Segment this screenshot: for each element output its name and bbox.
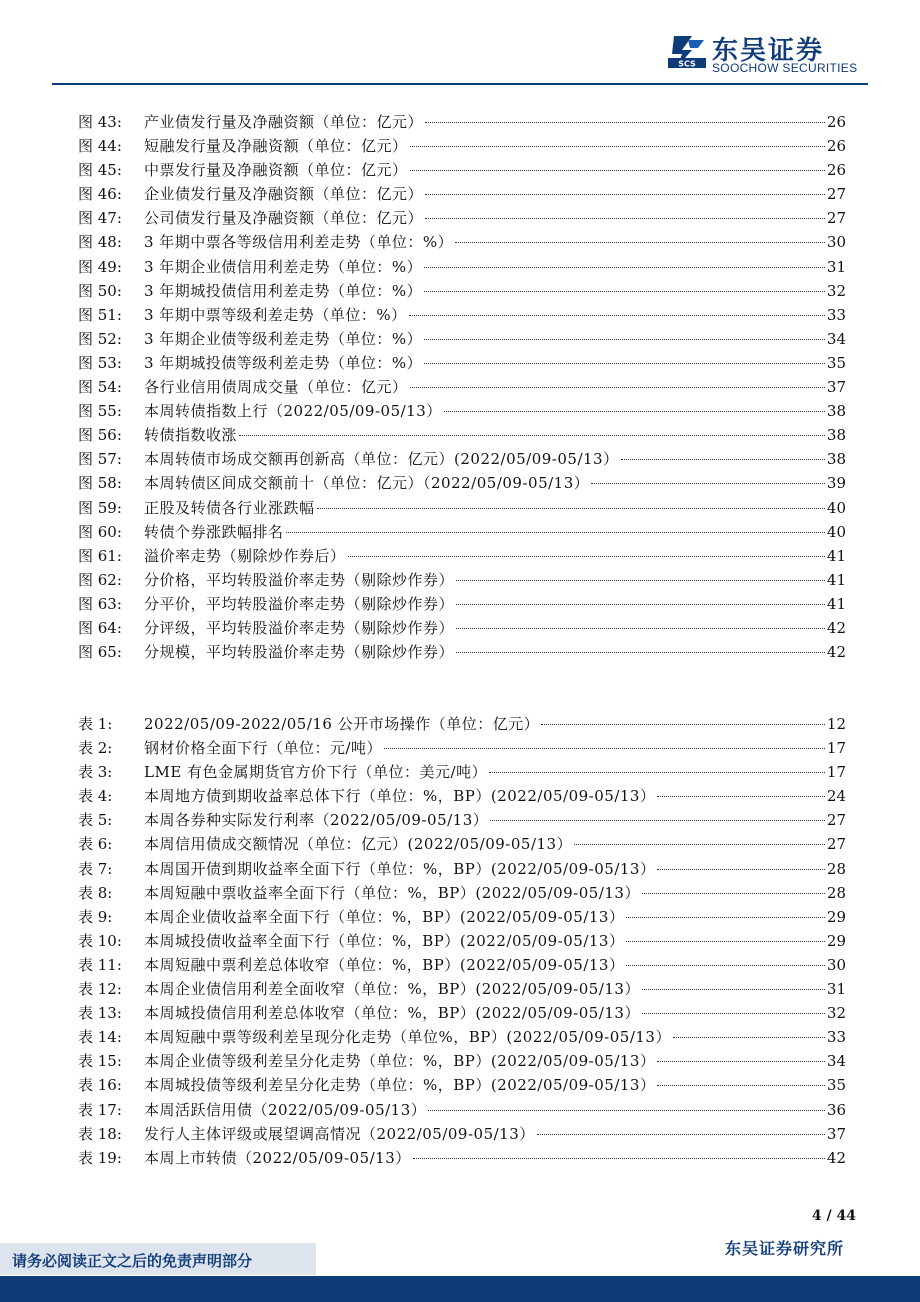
scs-logo-icon bbox=[668, 30, 708, 70]
toc-entry[interactable] bbox=[78, 255, 846, 279]
toc-leader-dots bbox=[657, 869, 824, 870]
toc-entry[interactable] bbox=[78, 1073, 846, 1097]
toc-leader-dots bbox=[574, 844, 825, 845]
toc-entry-title: 本周国开债到期收益率全面下行（单位：%，BP）(2022/05/09-05/13） bbox=[144, 859, 656, 878]
toc-entry-label: 图 48: bbox=[78, 233, 122, 252]
toc-entry-title: 本周城投债等级利差呈分化走势（单位：%，BP）(2022/05/09-05/13） bbox=[144, 1076, 656, 1095]
toc-leader-dots bbox=[657, 1085, 824, 1086]
toc-entry-page: 17 bbox=[826, 763, 846, 782]
toc-entry-page: 41 bbox=[826, 594, 846, 613]
toc-leader-dots bbox=[456, 580, 825, 581]
toc-leader-dots bbox=[591, 483, 825, 484]
toc-entry-title: LME 有色金属期货官方价下行（单位：美元/吨） bbox=[144, 763, 488, 782]
toc-entry[interactable] bbox=[78, 544, 846, 568]
toc-entry-title: 溢价率走势（剔除炒作券后） bbox=[144, 546, 346, 565]
toc-entry[interactable] bbox=[78, 784, 846, 808]
toc-entry-label: 图 44: bbox=[78, 137, 122, 156]
toc-entry-label: 图 58: bbox=[78, 474, 122, 493]
toc-entry-label: 图 62: bbox=[78, 570, 122, 589]
toc-leader-dots bbox=[642, 989, 825, 990]
toc-leader-dots bbox=[626, 917, 824, 918]
toc-entry[interactable] bbox=[78, 520, 846, 544]
toc-entry[interactable] bbox=[78, 230, 846, 254]
page-number: 4 / 44 bbox=[811, 1208, 856, 1224]
toc-entry-page: 27 bbox=[826, 185, 846, 204]
toc-entry-label: 表 16: bbox=[78, 1076, 122, 1095]
toc-entry-page: 40 bbox=[826, 498, 846, 517]
toc-entry-page: 29 bbox=[826, 907, 846, 926]
toc-entry-page: 34 bbox=[826, 329, 846, 348]
toc-entry[interactable] bbox=[78, 375, 846, 399]
toc-entry-page: 26 bbox=[826, 161, 846, 180]
toc-entry-label: 表 11: bbox=[78, 955, 122, 974]
toc-entry-label: 表 8: bbox=[78, 883, 113, 902]
toc-entry-label: 表 7: bbox=[78, 859, 113, 878]
toc-leader-dots bbox=[626, 965, 824, 966]
toc-entry-page: 42 bbox=[826, 618, 846, 637]
toc-leader-dots bbox=[541, 724, 825, 725]
toc-entry-page: 38 bbox=[826, 450, 846, 469]
toc-entry-label: 图 45: bbox=[78, 161, 122, 180]
toc-entry-page: 38 bbox=[826, 402, 846, 421]
toc-entry-label: 图 59: bbox=[78, 498, 122, 517]
toc-entry-title: 分规模，平均转股溢价率走势（剔除炒作券） bbox=[144, 643, 455, 662]
toc-leader-dots bbox=[410, 387, 825, 388]
toc-entry-title: 中票发行量及净融资额（单位：亿元） bbox=[144, 161, 408, 180]
toc-entry-page: 38 bbox=[826, 426, 846, 445]
toc-entry-page: 35 bbox=[826, 1076, 846, 1095]
toc-entry[interactable] bbox=[78, 568, 846, 592]
toc-entry-label: 图 64: bbox=[78, 618, 122, 637]
toc-leader-dots bbox=[425, 194, 825, 195]
toc-entry-label: 表 15: bbox=[78, 1052, 122, 1071]
toc-entry-label: 表 14: bbox=[78, 1028, 122, 1047]
toc-entry[interactable] bbox=[78, 640, 846, 664]
toc-entry-page: 41 bbox=[826, 570, 846, 589]
toc-entry[interactable] bbox=[78, 953, 846, 977]
toc-entry-title: 各行业信用债周成交量（单位：亿元） bbox=[144, 378, 408, 397]
toc-entry-page: 29 bbox=[826, 931, 846, 950]
toc-entry-label: 图 43: bbox=[78, 113, 122, 131]
toc-entry-page: 30 bbox=[826, 955, 846, 974]
toc-leader-dots bbox=[456, 628, 825, 629]
toc-entry-label: 表 12: bbox=[78, 980, 122, 999]
toc-leader-dots bbox=[239, 435, 825, 436]
toc-entry-page: 33 bbox=[826, 305, 846, 324]
toc-entry-label: 表 10: bbox=[78, 931, 122, 950]
toc-entry-title: 分价格，平均转股溢价率走势（剔除炒作券） bbox=[144, 570, 455, 589]
toc-entry-label: 图 50: bbox=[78, 281, 122, 300]
toc-entry-label: 表 3: bbox=[78, 763, 113, 782]
toc-leader-dots bbox=[537, 1134, 825, 1135]
toc-entry-title: 本周企业债等级利差呈分化走势（单位：%，BP）(2022/05/09-05/13） bbox=[144, 1052, 656, 1071]
toc-entry[interactable] bbox=[78, 279, 846, 303]
toc-leader-dots bbox=[317, 508, 825, 509]
toc-entry-title: 本周活跃信用债（2022/05/09-05/13） bbox=[144, 1100, 427, 1119]
toc-entry-title: 本周转债区间成交额前十（单位：亿元）（2022/05/09-05/13） bbox=[144, 474, 590, 493]
toc-entry[interactable] bbox=[78, 1025, 846, 1049]
toc-entry-label: 图 60: bbox=[78, 522, 122, 541]
toc-entry-page: 35 bbox=[826, 353, 846, 372]
toc-entry[interactable] bbox=[78, 857, 846, 881]
toc-entry[interactable] bbox=[78, 351, 846, 375]
toc-entry-label: 图 57: bbox=[78, 450, 122, 469]
toc-entry[interactable] bbox=[78, 327, 846, 351]
toc-entry-label: 图 55: bbox=[78, 402, 122, 421]
toc-entry-title: 3 年期中票等级利差走势（单位：%） bbox=[144, 305, 407, 324]
toc-entry-label: 表 19: bbox=[78, 1148, 122, 1167]
toc-entry-title: 本周转债市场成交额再创新高（单位：亿元）(2022/05/09-05/13） bbox=[144, 450, 619, 469]
toc-entry[interactable] bbox=[78, 1001, 846, 1025]
toc-entry[interactable] bbox=[78, 423, 846, 447]
toc-leader-dots bbox=[444, 411, 825, 412]
toc-entry[interactable] bbox=[78, 929, 846, 953]
toc-leader-dots bbox=[456, 604, 825, 605]
toc-entry[interactable] bbox=[78, 760, 846, 784]
toc-leader-dots bbox=[621, 459, 825, 460]
toc-entry-title: 3 年期企业债等级利差走势（单位：%） bbox=[144, 329, 423, 348]
toc-leader-dots bbox=[424, 267, 825, 268]
toc-entry-title: 短融发行量及净融资额（单位：亿元） bbox=[144, 137, 408, 156]
toc-entry-page: 31 bbox=[826, 980, 846, 999]
toc-leader-dots bbox=[410, 146, 825, 147]
toc-entry[interactable] bbox=[78, 808, 846, 832]
company-logo bbox=[668, 28, 858, 78]
toc-leader-dots bbox=[410, 170, 825, 171]
toc-entry-title: 本周企业债信用利差全面收窄（单位：%，BP）(2022/05/09-05/13） bbox=[144, 980, 640, 999]
toc-entry[interactable] bbox=[78, 736, 846, 760]
toc-leader-dots bbox=[413, 1158, 825, 1159]
toc-entry-title: 3 年期城投债信用利差走势（单位：%） bbox=[144, 281, 423, 300]
toc-entry-label: 表 1: bbox=[78, 715, 113, 733]
toc-entry-label: 表 9: bbox=[78, 907, 113, 926]
toc-entry-page: 37 bbox=[826, 1124, 846, 1143]
toc-entry-page: 31 bbox=[826, 257, 846, 276]
toc-entry-page: 30 bbox=[826, 233, 846, 252]
toc-entry-page: 12 bbox=[826, 715, 846, 733]
toc-leader-dots bbox=[657, 1061, 824, 1062]
toc-leader-dots bbox=[424, 291, 825, 292]
logo-mark-text: SCS bbox=[678, 59, 696, 69]
toc-entry-page: 28 bbox=[826, 883, 846, 902]
toc-entry-title: 2022/05/09-2022/05/16 公开市场操作（单位：亿元） bbox=[144, 715, 540, 733]
toc-entry-title: 本周地方债到期收益率总体下行（单位：%，BP）(2022/05/09-05/13） bbox=[144, 787, 656, 806]
toc-leader-dots bbox=[384, 748, 825, 749]
toc-entry[interactable] bbox=[78, 134, 846, 158]
toc-entry[interactable] bbox=[78, 110, 846, 134]
toc-entry-label: 图 54: bbox=[78, 378, 122, 397]
toc-leader-dots bbox=[409, 315, 825, 316]
toc-entry[interactable] bbox=[78, 496, 846, 520]
toc-entry-label: 图 46: bbox=[78, 185, 122, 204]
toc-entry-title: 本周信用债成交额情况（单位：亿元）(2022/05/09-05/13） bbox=[144, 835, 573, 854]
toc-entry-label: 图 65: bbox=[78, 643, 122, 662]
toc-entry[interactable] bbox=[78, 1049, 846, 1073]
toc-entry-page: 33 bbox=[826, 1028, 846, 1047]
toc-entry-label: 表 18: bbox=[78, 1124, 122, 1143]
toc-leader-dots bbox=[626, 941, 824, 942]
toc-entry-label: 表 17: bbox=[78, 1100, 122, 1119]
toc-entry-title: 本周各券种实际发行利率（2022/05/09-05/13） bbox=[144, 811, 489, 830]
toc-entry[interactable] bbox=[78, 447, 846, 471]
toc-entry-title: 3 年期城投债等级利差走势（单位：%） bbox=[144, 353, 423, 372]
toc-entry-page: 24 bbox=[826, 787, 846, 806]
toc-entry-label: 表 4: bbox=[78, 787, 113, 806]
header-divider bbox=[52, 83, 868, 85]
toc-entry-title: 本周短融中票收益率全面下行（单位：%，BP）(2022/05/09-05/13） bbox=[144, 883, 640, 902]
toc-entry[interactable] bbox=[78, 182, 846, 206]
toc-entry-page: 36 bbox=[826, 1100, 846, 1119]
logo-chinese-name: 东吴证券 bbox=[712, 36, 825, 66]
toc-entry[interactable] bbox=[78, 1146, 846, 1170]
toc-leader-dots bbox=[425, 218, 825, 219]
toc-entry-title: 本周城投债收益率全面下行（单位：%，BP）(2022/05/09-05/13） bbox=[144, 931, 625, 950]
toc-leader-dots bbox=[348, 556, 825, 557]
toc-entry-title: 发行人主体评级或展望调高情况（2022/05/09-05/13） bbox=[144, 1124, 535, 1143]
toc-entry[interactable] bbox=[78, 1122, 846, 1146]
toc-entry[interactable] bbox=[78, 1098, 846, 1122]
footer-bar bbox=[0, 1276, 920, 1302]
table-index-list bbox=[78, 712, 846, 1170]
toc-entry-title: 本周转债指数上行（2022/05/09-05/13） bbox=[144, 402, 442, 421]
toc-leader-dots bbox=[424, 339, 825, 340]
toc-entry-page: 32 bbox=[826, 1004, 846, 1023]
toc-entry-label: 图 61: bbox=[78, 546, 122, 565]
toc-entry-title: 3 年期企业债信用利差走势（单位：%） bbox=[144, 257, 423, 276]
toc-entry[interactable] bbox=[78, 977, 846, 1001]
logo-english-name: SOOCHOW SECURITIES bbox=[712, 61, 858, 75]
toc-entry-title: 产业债发行量及净融资额（单位：亿元） bbox=[144, 113, 424, 131]
toc-leader-dots bbox=[424, 363, 825, 364]
toc-leader-dots bbox=[286, 532, 825, 533]
toc-entry[interactable] bbox=[78, 832, 846, 856]
toc-leader-dots bbox=[490, 820, 825, 821]
toc-entry-label: 表 13: bbox=[78, 1004, 122, 1023]
figure-index-list bbox=[78, 110, 846, 664]
toc-entry-title: 本周短融中票利差总体收窄（单位：%，BP）(2022/05/09-05/13） bbox=[144, 955, 625, 974]
toc-leader-dots bbox=[489, 772, 825, 773]
toc-entry-title: 分评级，平均转股溢价率走势（剔除炒作券） bbox=[144, 618, 455, 637]
toc-entry-label: 图 56: bbox=[78, 426, 122, 445]
toc-leader-dots bbox=[642, 1013, 825, 1014]
toc-entry-page: 27 bbox=[826, 209, 846, 228]
toc-leader-dots bbox=[657, 796, 824, 797]
toc-entry-label: 图 49: bbox=[78, 257, 122, 276]
toc-entry-title: 本周城投债信用利差总体收窄（单位：%，BP）(2022/05/09-05/13） bbox=[144, 1004, 640, 1023]
toc-entry-page: 39 bbox=[826, 474, 846, 493]
toc-entry-label: 图 52: bbox=[78, 329, 122, 348]
disclaimer-text: 请务必阅读正文之后的免责声明部分 bbox=[12, 1252, 253, 1270]
toc-entry-page: 40 bbox=[826, 522, 846, 541]
toc-entry[interactable] bbox=[78, 399, 846, 423]
toc-entry-page: 27 bbox=[826, 811, 846, 830]
toc-leader-dots bbox=[455, 242, 825, 243]
toc-entry[interactable] bbox=[78, 471, 846, 495]
toc-entry[interactable] bbox=[78, 303, 846, 327]
toc-entry-title: 公司债发行量及净融资额（单位：亿元） bbox=[144, 209, 424, 228]
toc-entry-label: 表 5: bbox=[78, 811, 113, 830]
toc-entry[interactable] bbox=[78, 158, 846, 182]
toc-entry-label: 表 2: bbox=[78, 739, 113, 758]
toc-entry-page: 42 bbox=[826, 643, 846, 662]
toc-leader-dots bbox=[456, 652, 825, 653]
toc-entry-page: 37 bbox=[826, 378, 846, 397]
toc-entry[interactable] bbox=[78, 712, 846, 736]
toc-entry-title: 分平价，平均转股溢价率走势（剔除炒作券） bbox=[144, 594, 455, 613]
toc-entry[interactable] bbox=[78, 592, 846, 616]
toc-leader-dots bbox=[428, 1110, 825, 1111]
toc-entry-title: 3 年期中票各等级信用利差走势（单位：%） bbox=[144, 233, 454, 252]
toc-entry-page: 42 bbox=[826, 1148, 846, 1167]
institute-name: 东吴证券研究所 bbox=[724, 1239, 844, 1258]
toc-entry-page: 32 bbox=[826, 281, 846, 300]
toc-entry-page: 26 bbox=[826, 113, 846, 131]
toc-entry-title: 本周短融中票等级利差呈现分化走势（单位%，BP）(2022/05/09-05/13） bbox=[144, 1028, 671, 1047]
toc-entry-page: 28 bbox=[826, 859, 846, 878]
toc-entry-label: 图 63: bbox=[78, 594, 122, 613]
toc-entry-page: 17 bbox=[826, 739, 846, 758]
toc-entry-title: 钢材价格全面下行（单位：元/吨） bbox=[144, 739, 383, 758]
toc-entry-title: 转债个券涨跌幅排名 bbox=[144, 522, 284, 541]
toc-leader-dots bbox=[673, 1037, 825, 1038]
toc-entry-title: 正股及转债各行业涨跌幅 bbox=[144, 498, 315, 517]
toc-leader-dots bbox=[425, 122, 825, 123]
toc-entry-page: 26 bbox=[826, 137, 846, 156]
toc-entry-title: 本周上市转债（2022/05/09-05/13） bbox=[144, 1148, 411, 1167]
toc-entry[interactable] bbox=[78, 905, 846, 929]
toc-entry-label: 图 47: bbox=[78, 209, 122, 228]
toc-entry-label: 表 6: bbox=[78, 835, 113, 854]
toc-entry[interactable] bbox=[78, 206, 846, 230]
toc-leader-dots bbox=[642, 893, 825, 894]
toc-entry-title: 企业债发行量及净融资额（单位：亿元） bbox=[144, 185, 424, 204]
toc-entry-page: 27 bbox=[826, 835, 846, 854]
toc-entry-page: 34 bbox=[826, 1052, 846, 1071]
toc-entry-title: 本周企业债收益率全面下行（单位：%，BP）(2022/05/09-05/13） bbox=[144, 907, 625, 926]
toc-entry-title: 转债指数收涨 bbox=[144, 426, 238, 445]
toc-entry-label: 图 51: bbox=[78, 305, 122, 324]
toc-entry-page: 41 bbox=[826, 546, 846, 565]
toc-entry-label: 图 53: bbox=[78, 353, 122, 372]
toc-entry[interactable] bbox=[78, 616, 846, 640]
toc-entry[interactable] bbox=[78, 881, 846, 905]
